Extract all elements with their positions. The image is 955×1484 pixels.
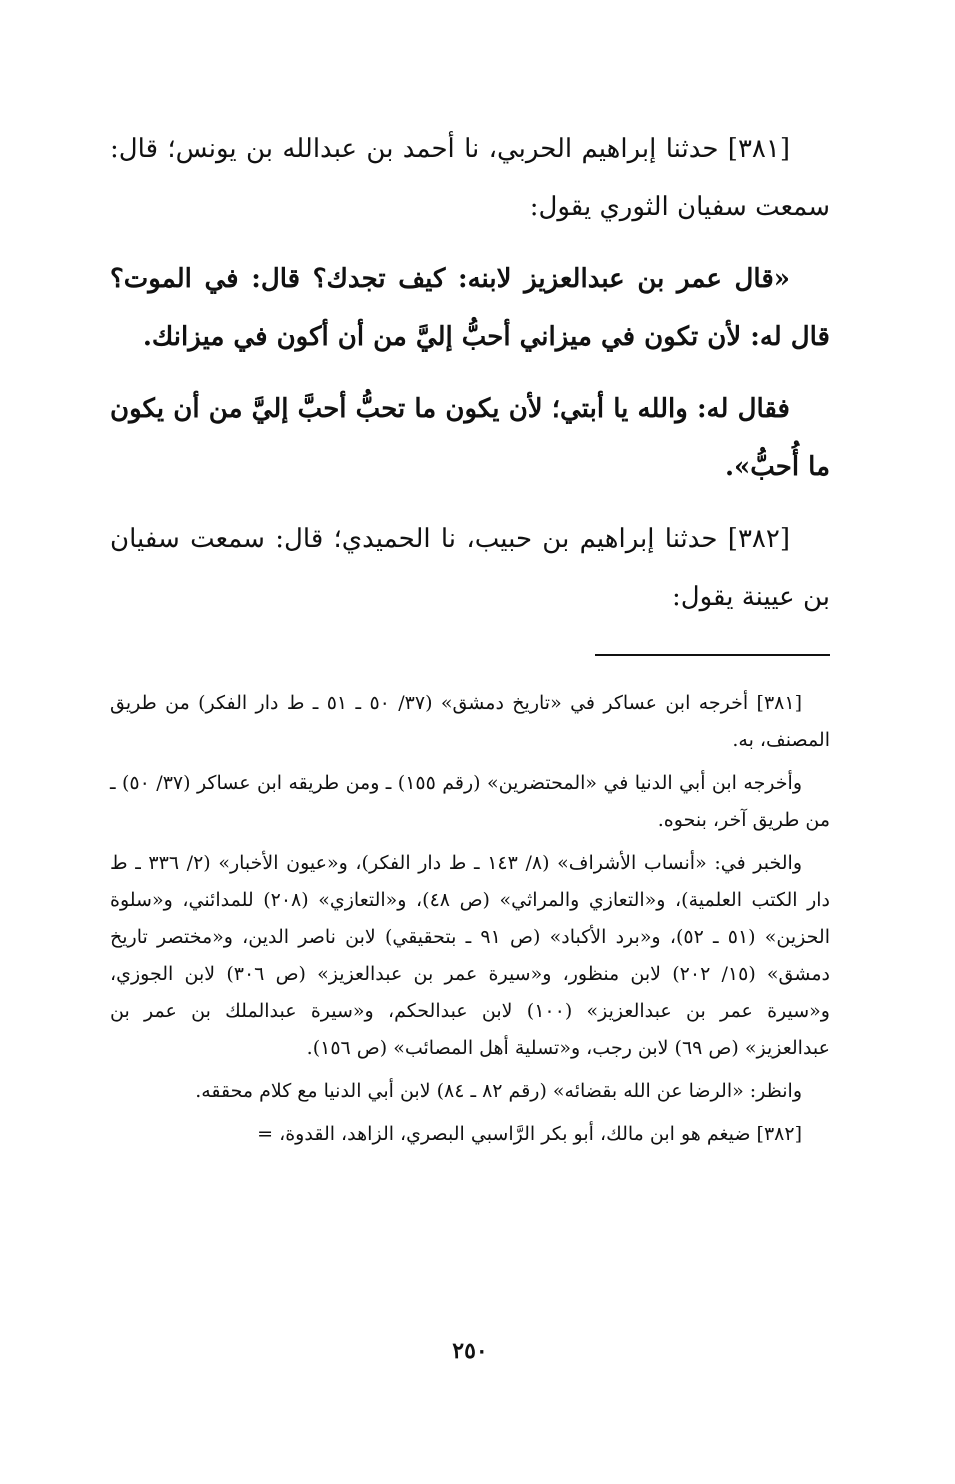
main-text (110, 120, 830, 626)
hadith-381-isnad: [٣٨١] حدثنا إبراهيم الحربي، نا أحمد بن عبدالله بن يونس؛ قال: سمعت سفيان الثوري يقول: (110, 134, 830, 222)
hadith-381-text-cont: فقال له: والله يا أبتي؛ لأن يكون ما تحبُّ أحبَّ إليَّ من أن يكون ما أُحبُّ». (110, 394, 830, 482)
footnote-381-other: وأخرجه ابن أبي الدنيا في «المحتضرين» (رقم ١٥٥) ـ ومن طريقه ابن عساكر (٣٧/ ٥٠) ـ من طريق آخر، بنحوه. (110, 772, 830, 831)
hadith-381-text: «قال عمر بن عبدالعزيز لابنه: كيف تجدك؟ قال: في الموت؟ قال له: لأن تكون في ميزاني أحبُّ إليَّ من أن أكون في ميزانك. (110, 264, 830, 352)
hadith-382-isnad: [٣٨٢] حدثنا إبراهيم بن حبيب، نا الحميدي؛ قال: سمعت سفيان بن عيينة يقول: (110, 524, 830, 612)
footnotes (110, 685, 830, 1159)
page-number: ٢٥٠ (452, 1338, 488, 1364)
footnote-381: [٣٨١] أخرجه ابن عساكر في «تاريخ دمشق» (٣٧/ ٥٠ ـ ٥١ ـ ط دار الفكر) من طريق المصنف، به. (110, 692, 830, 751)
footnote-382: [٣٨٢] ضيغم هو ابن مالك، أبو بكر الرَّاسبي البصري، الزاهد، القدوة، = (257, 1123, 802, 1145)
book-page (110, 120, 830, 1420)
footnote-separator (595, 654, 830, 656)
footnote-381-sources: والخبر في: «أنساب الأشراف» (٨/ ١٤٣ ـ ط دار الفكر)، و«عيون الأخبار» (٢/ ٣٣٦ ـ ط دار الكتب العلمية)، و«التعازي والمراثي» (ص ٤٨)، و«التعازي» (٢٠٨) للمدائني، و«سلوة الحزين» (٥١ ـ ٥٢)، و«برد الأكباد» (ص ٩١ ـ بتحقيقي) لابن ناصر الدين، و«مختصر تاريخ دمشق» (١٥/ ٢٠٢) لابن منظور، و«سيرة عمر بن عبدالعزيز» (ص ٣٠٦) لابن الجوزي، و«سيرة عمر بن عبدالعزيز» (١٠٠) لابن عبدالحكم، و«سيرة عبدالملك بن عمر بن عبدالعزيز» (ص ٦٩) لابن رجب، و«تسلية أهل المصائب» (ص ١٥٦). (110, 852, 830, 1059)
footnote-381-see-also: وانظر: «الرضا عن الله بقضائه» (رقم ٨٢ ـ ٨٤) لابن أبي الدنيا مع كلام محققه. (195, 1080, 802, 1102)
